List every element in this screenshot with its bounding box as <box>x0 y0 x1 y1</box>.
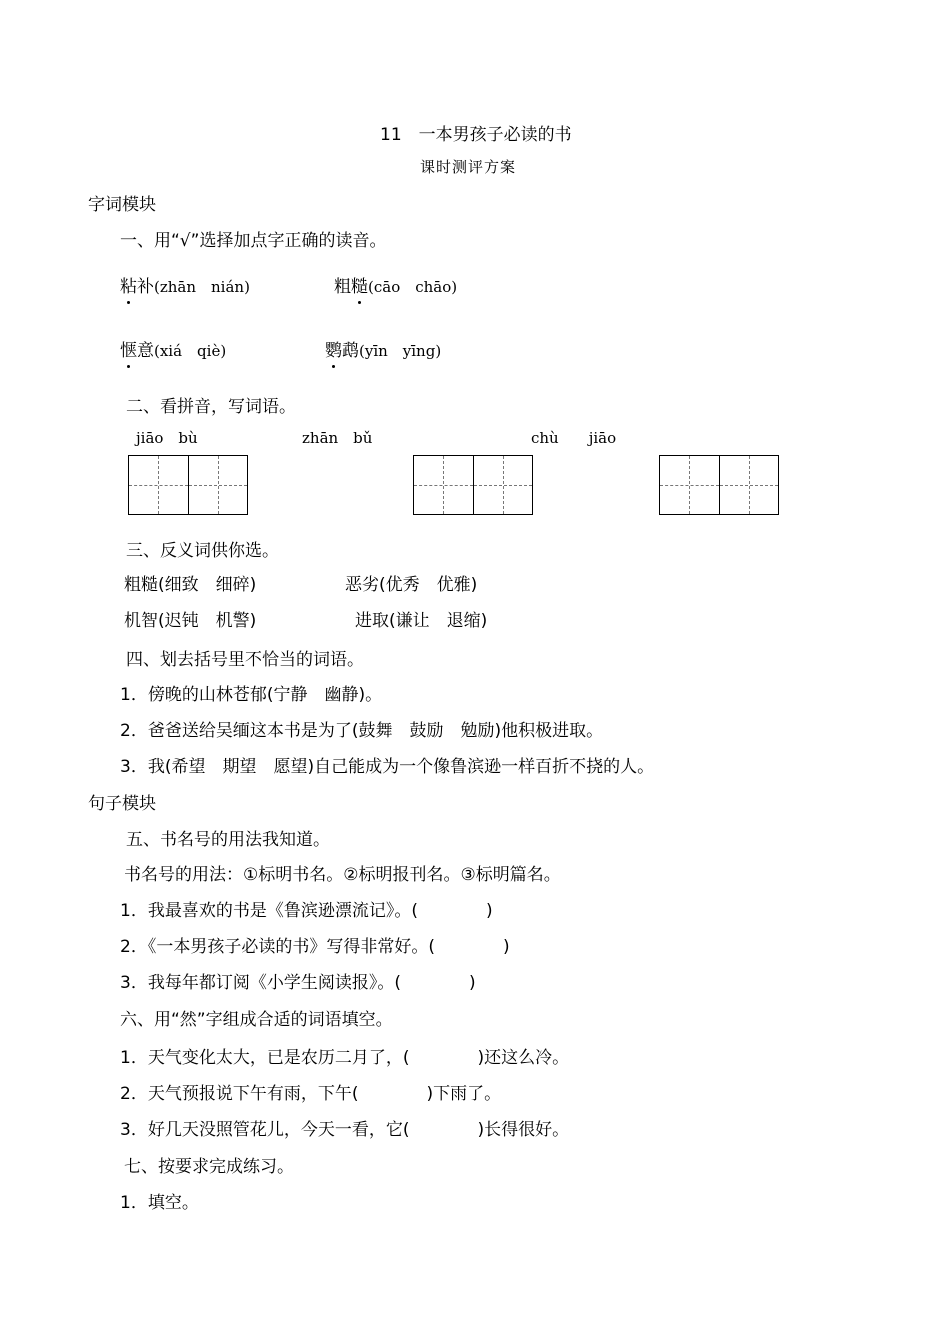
item-number: 1． <box>120 1048 148 1068</box>
q3-item[interactable]: 进取(谦让 退缩) <box>355 611 488 631</box>
item-number: 1． <box>120 685 148 705</box>
q5-item[interactable] <box>120 968 476 993</box>
q2-heading: 二、看拼音，写词语。 <box>126 397 296 417</box>
writing-cell[interactable] <box>660 456 719 514</box>
item-text: 我每年都订阅《小学生阅读报》。( ) <box>147 973 476 993</box>
writing-cell[interactable] <box>414 456 473 514</box>
item-number: 3． <box>120 973 148 993</box>
q3-item[interactable]: 粗糙(细致 细碎) <box>124 575 257 595</box>
q3-item[interactable]: 恶劣(优秀 优雅) <box>345 575 478 595</box>
q1-item <box>334 272 457 297</box>
q2-pinyin: chù jiāo <box>531 429 617 447</box>
q4-heading: 四、划去括号里不恰当的词语。 <box>126 650 364 670</box>
item-number: 2． <box>120 937 148 957</box>
q6-item[interactable] <box>120 1115 569 1140</box>
q1-item-text: 补 <box>137 277 154 297</box>
q1-dotted-char: 鹦 <box>325 336 342 361</box>
item-number: 2． <box>120 721 148 741</box>
page-subtitle: 课时测评方案 <box>420 158 517 176</box>
q1-pinyin-options[interactable]: (cāo chāo) <box>368 278 458 296</box>
item-text: 傍晚的山林苍郁(宁静 幽静)。 <box>147 685 383 705</box>
section-ju-heading: 句子模块 <box>88 794 156 814</box>
q6-item[interactable] <box>120 1043 569 1068</box>
item-text: 我最喜欢的书是《鲁滨逊漂流记》。( ) <box>147 901 493 921</box>
item-number: 1． <box>120 901 148 921</box>
q6-heading: 六、用“然”字组成合适的词语填空。 <box>120 1010 393 1030</box>
writing-cell[interactable] <box>188 456 248 514</box>
q1-item <box>120 336 226 361</box>
q4-item[interactable] <box>120 680 382 705</box>
item-text: 我(希望 期望 愿望)自己能成为一个像鲁滨逊一样百折不挠的人。 <box>147 757 655 777</box>
q7-item[interactable] <box>120 1188 199 1213</box>
q2-pinyin: zhān bǔ <box>302 429 373 447</box>
q1-dotted-char: 糙 <box>351 272 368 297</box>
q1-heading: 一、用“√”选择加点字正确的读音。 <box>120 231 387 251</box>
q1-dotted-char: 惬 <box>120 336 137 361</box>
writing-grid[interactable] <box>413 455 533 515</box>
writing-cell[interactable] <box>719 456 779 514</box>
q5-usage: 书名号的用法：①标明书名。②标明报刊名。③标明篇名。 <box>124 865 561 885</box>
q1-pinyin-options[interactable]: (yīn yīng) <box>359 342 442 360</box>
q4-item[interactable] <box>120 752 654 777</box>
q5-item[interactable] <box>120 896 493 921</box>
q1-item <box>120 272 250 297</box>
q5-item[interactable] <box>120 932 510 957</box>
item-text: 天气变化太大，已是农历二月了，( )还这么冷。 <box>147 1048 570 1068</box>
item-text: 好几天没照管花儿，今天一看，它( )长得很好。 <box>147 1120 570 1140</box>
item-text: 爸爸送给吴缅这本书是为了(鼓舞 鼓励 勉励)他积极进取。 <box>147 721 604 741</box>
q1-item <box>325 336 441 361</box>
item-text: 填空。 <box>147 1193 199 1213</box>
q7-heading: 七、按要求完成练习。 <box>124 1157 294 1177</box>
item-number: 3． <box>120 757 148 777</box>
item-text: 《一本男孩子必读的书》写得非常好。( ) <box>147 937 510 957</box>
q3-heading: 三、反义词供你选。 <box>126 541 279 561</box>
q1-item-text: 鹉 <box>342 341 359 361</box>
writing-grid[interactable] <box>659 455 779 515</box>
item-number: 1． <box>120 1193 148 1213</box>
writing-grid[interactable] <box>128 455 248 515</box>
q6-item[interactable] <box>120 1079 501 1104</box>
writing-cell[interactable] <box>129 456 188 514</box>
q5-heading: 五、书名号的用法我知道。 <box>126 830 330 850</box>
q1-dotted-char: 粘 <box>120 272 137 297</box>
item-text: 天气预报说下午有雨，下午( )下雨了。 <box>147 1084 502 1104</box>
q1-pinyin-options[interactable]: (xiá qiè) <box>154 342 227 360</box>
q1-pinyin-options[interactable]: (zhān nián) <box>154 278 250 296</box>
page-title: 11 一本男孩子必读的书 <box>380 125 572 145</box>
item-number: 2． <box>120 1084 148 1104</box>
section-ci-heading: 字词模块 <box>88 195 156 215</box>
q3-item[interactable]: 机智(迟钝 机警) <box>124 611 257 631</box>
q1-item-text: 意 <box>137 341 154 361</box>
q4-item[interactable] <box>120 716 603 741</box>
item-number: 3． <box>120 1120 148 1140</box>
writing-cell[interactable] <box>473 456 533 514</box>
q1-item-text: 粗 <box>334 277 351 297</box>
q2-pinyin: jiāo bù <box>136 429 198 447</box>
